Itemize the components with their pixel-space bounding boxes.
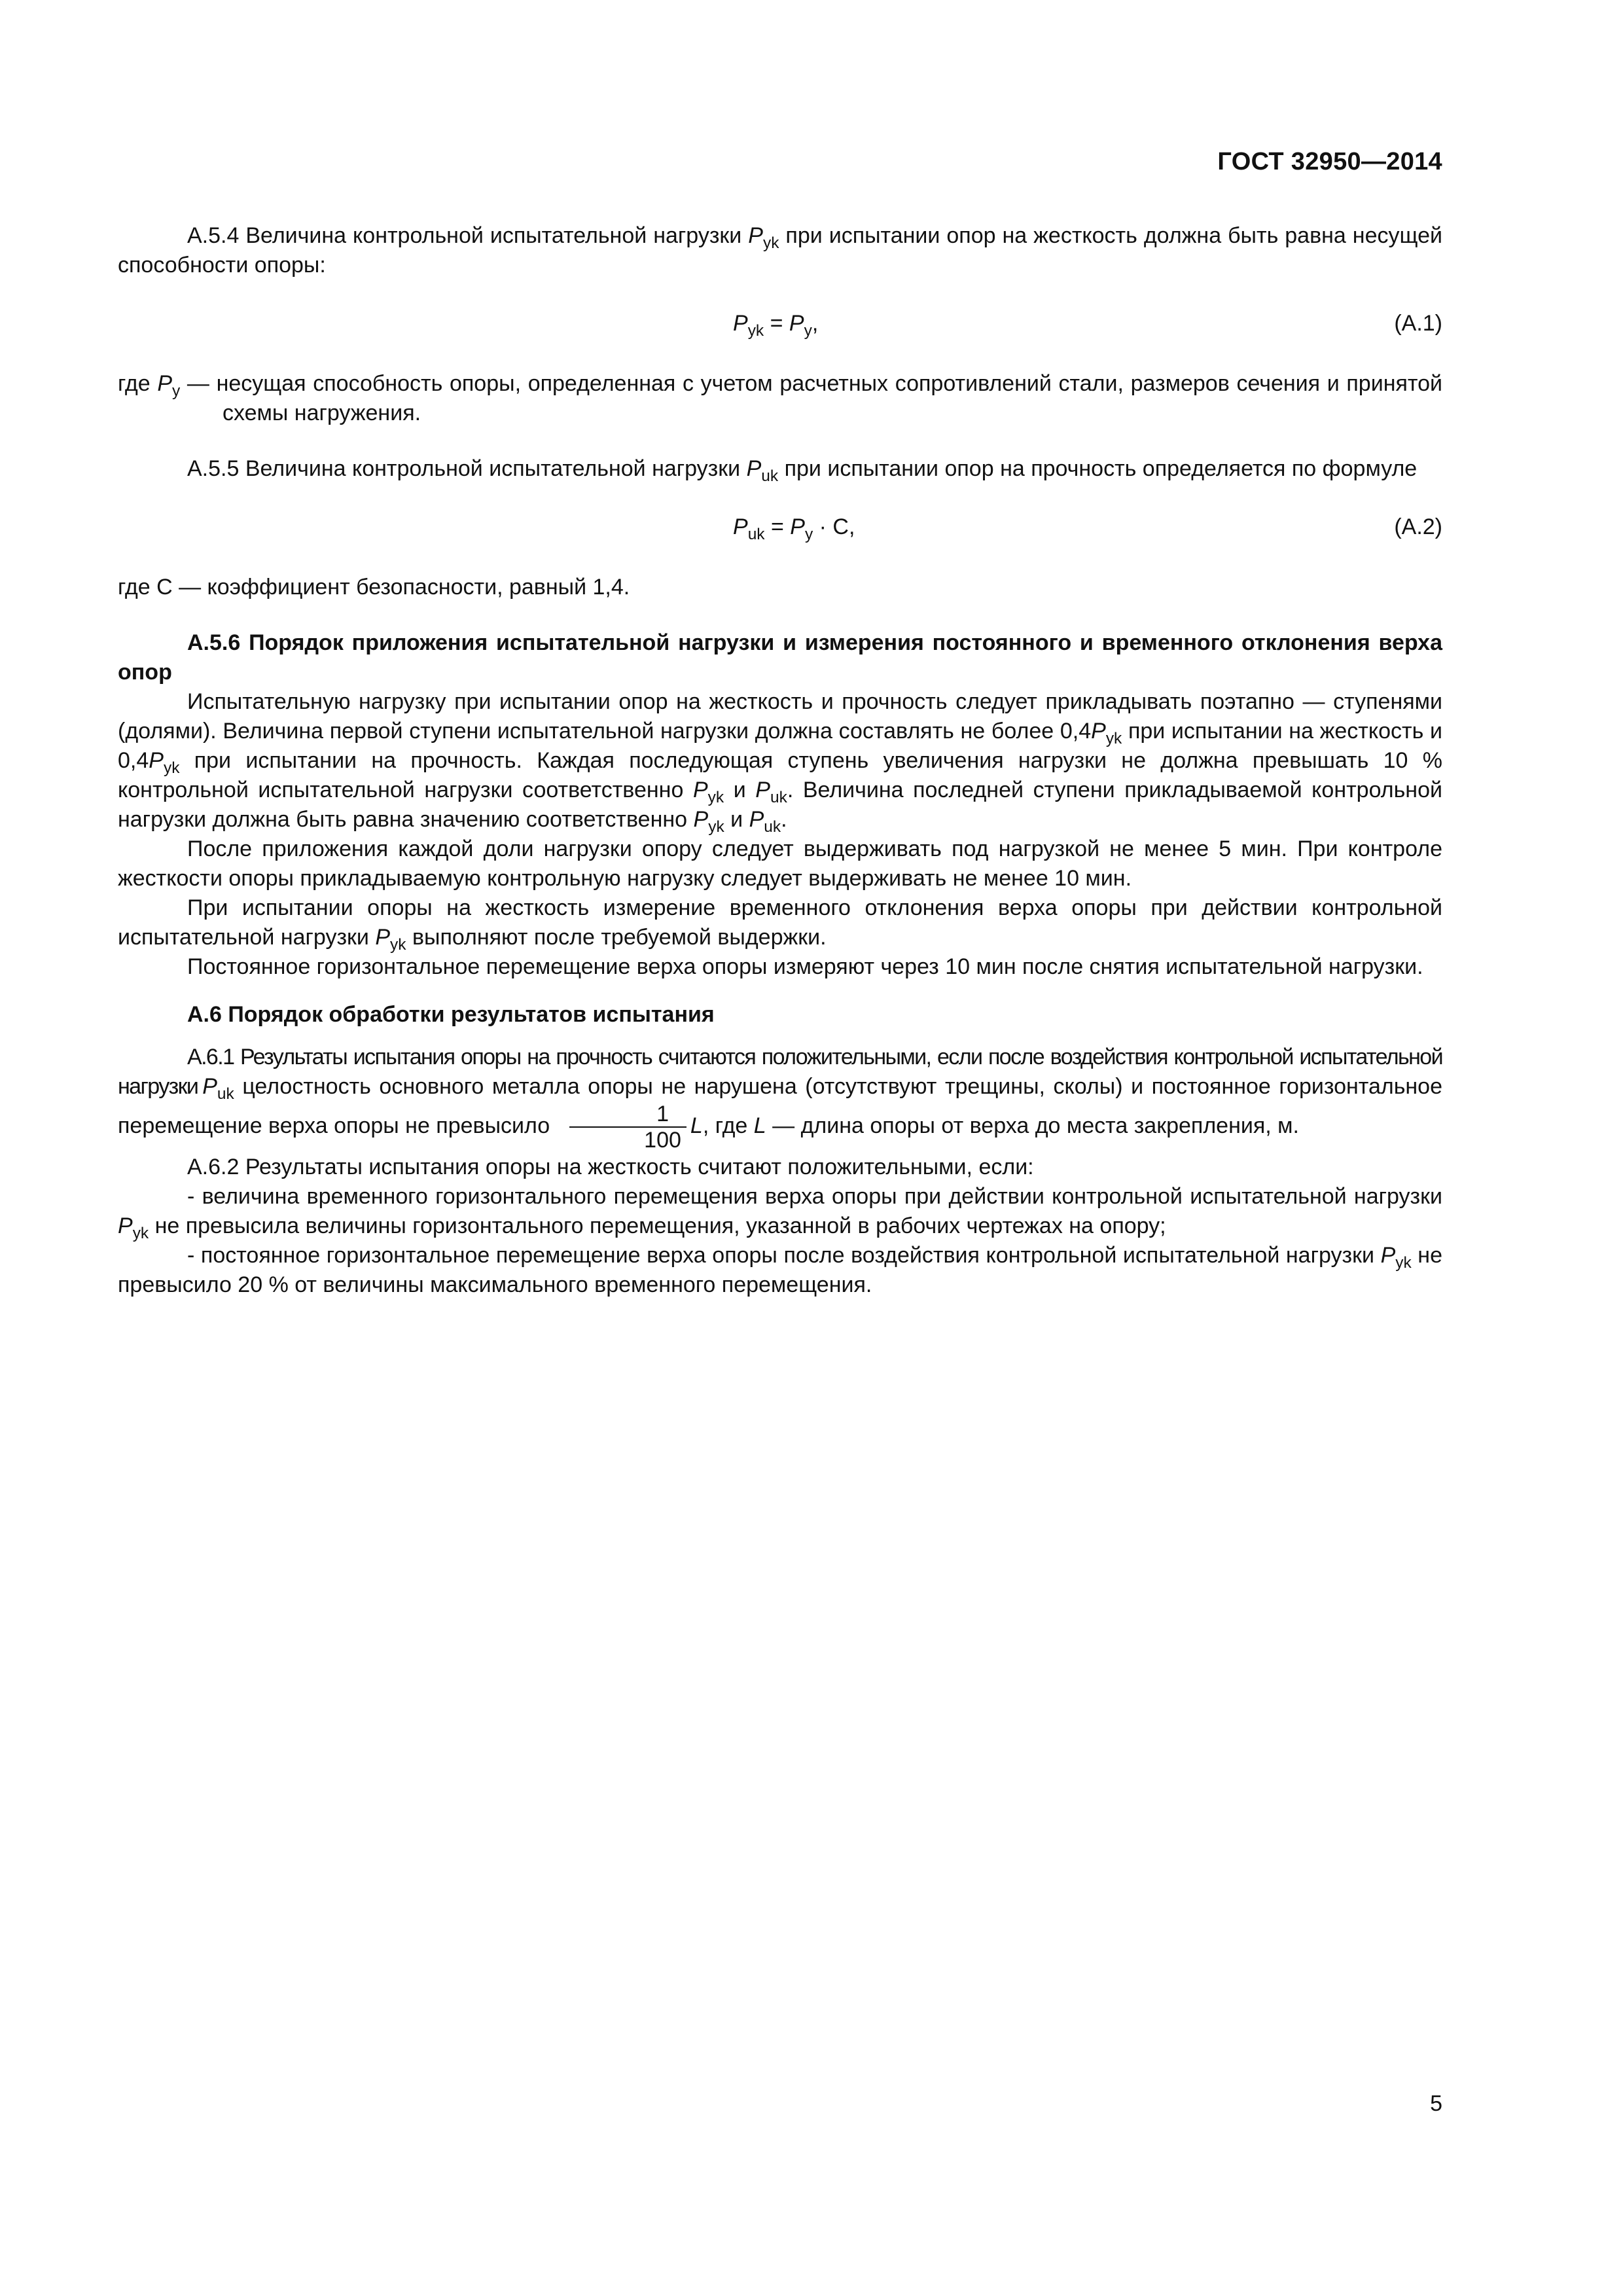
formula-a1 (118, 309, 1442, 340)
paragraph-a56-measurement: При испытании опоры на жесткость измерение временного отклонения верха опоры при действии контрольной испытательной нагрузки $P_{yk}$ выполняют после требуемой выдержки. (118, 895, 1442, 954)
formula-a2-number: (А.2) (1394, 514, 1442, 539)
paragraph-a54: А.5.4 Величина контрольной испытательной нагрузки $P_{yk}$ при испытании опор на жесткость должна быть равна несущей способности опоры: (118, 223, 1442, 278)
heading-a56: А.5.6 Порядок приложения испытательной нагрузки и измерения постоянного и временного отклонения верха опор (118, 630, 1442, 685)
document-body (118, 221, 1442, 1300)
fraction-1-100: $\frac{1}{100}$ (569, 1102, 687, 1153)
formula-a1-number: (А.1) (1394, 311, 1442, 336)
list-item-temporary: - величина временного горизонтального перемещения верха опоры при действии контрольной испытательной нагрузки $P_{yk}$ не превысила величины горизонтального перемещения, указанной в рабочих чертежах на опору; (118, 1184, 1442, 1242)
formula-a2 (118, 512, 1442, 544)
document-number: ГОСТ 32950—2014 (1217, 148, 1442, 175)
paragraph-a55: А.5.5 Величина контрольной испытательной нагрузки $P_{uk}$ при испытании опор на прочность определяется по формуле (187, 456, 1418, 485)
where-clause-py: где $P_y$ — несущая способность опоры, определенная с учетом расчетных сопротивлений стали, размеров сечения и принятой схемы нагружения. (118, 371, 1442, 425)
paragraph-a56-hold-time: После приложения каждой доли нагрузки опору следует выдерживать под нагрузкой не менее 5 мин. При контроле жесткости опоры прикладываемую контрольную нагрузку следует выдерживать не менее 10 мин. (118, 836, 1442, 891)
paragraph-a56-load-steps: Испытательную нагрузку при испытании опор на жесткость и прочность следует прикладывать поэтапно — ступенями (долями). Величина первой ступени испытательной нагрузки должна составлять не более $0,4P_{yk}$ при испытании на жесткость и $0,4P_{yk}$ при испытании на прочность. Каждая последующая ступень увеличения нагрузки не должна превышать 10 % контрольной испытательной нагрузки соответственно $P_{yk}$ и $P_{uk}$. Величина последней ступени прикладываемой контрольной нагрузки должна быть равна значению соответственно $P_{yk}$ и $P_{uk}$. (118, 689, 1442, 836)
list-item-permanent: - постоянное горизонтальное перемещение верха опоры после воздействия контрольной испытательной нагрузки $P_{yk}$ не превысило 20 % от величины максимального временного перемещения. (118, 1243, 1442, 1297)
paragraph-a61: А.6.1 Результаты испытания опоры на прочность считаются положительными, если после воздействия контрольной испытательной нагрузки $P_{uk}$ целостность основного металла опоры не нарушена (отсутствуют трещины, сколы) и постоянное горизонтальное перемещение верха опоры не превысило $\frac{1}{100}$ L, где L — длина опоры от верха до места закрепления, м. (118, 1045, 1442, 1153)
formula-a2-expression: $P_{uk} = P_y \cdot С$, (733, 514, 855, 543)
paragraph-a56-permanent: Постоянное горизонтальное перемещение верха опоры измеряют через 10 мин после снятия испытательной нагрузки. (187, 954, 1423, 979)
heading-a6: А.6 Порядок обработки результатов испытания (187, 1002, 715, 1027)
page-number: 5 (1430, 2091, 1442, 2116)
where-clause-c: где С — коэффициент безопасности, равный 1,4. (118, 575, 630, 600)
paragraph-a62: А.6.2 Результаты испытания опоры на жесткость считают положительными, если: (187, 1155, 1034, 1179)
formula-a1-expression: $P_{yk} = P_y$, (733, 311, 819, 340)
